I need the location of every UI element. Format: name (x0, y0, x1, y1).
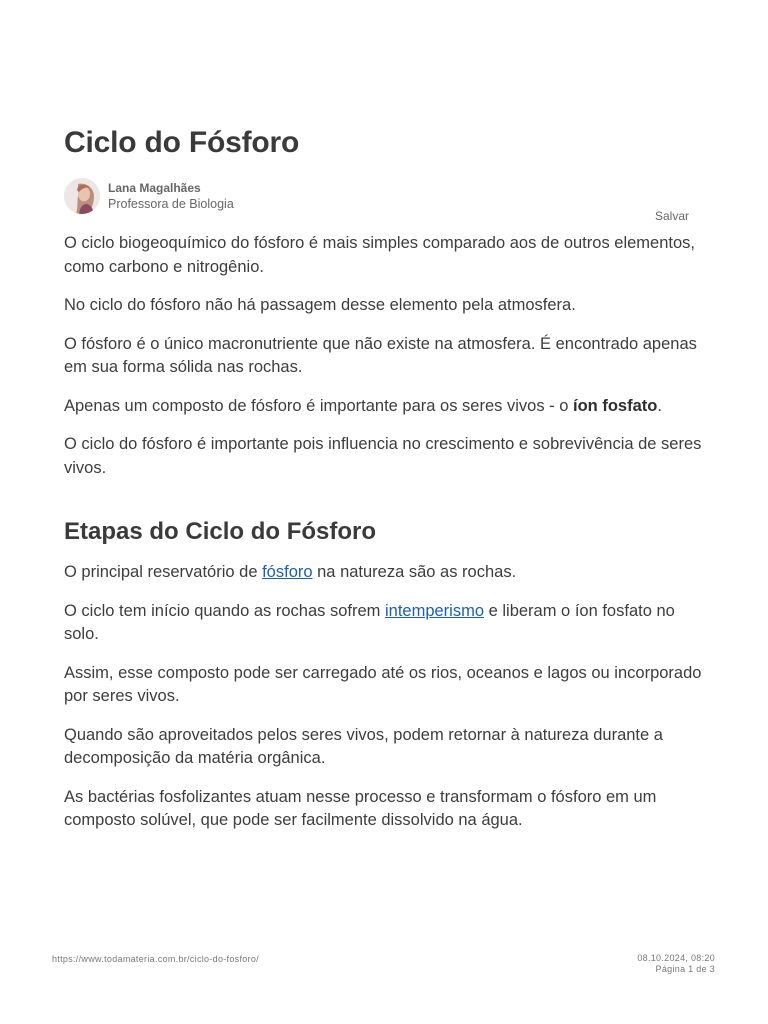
paragraph: As bactérias fosfolizantes atuam nesse processo e transformam o fósforo em um composto solúvel, que pode ser facilmente dissolvido na água. (64, 787, 657, 829)
footer-page-number: Página 1 de 3 (655, 964, 715, 974)
paragraph: O ciclo biogeoquímico do fósforo é mais simples comparado aos de outros elementos, como carbono e nitrogênio. (64, 234, 695, 276)
author-block (64, 178, 234, 214)
footer-url: https://www.todamateria.com.br/ciclo-do-fosforo/ (52, 954, 259, 964)
paragraph-text: e liberam o íon fosfato no solo. (64, 601, 675, 643)
page-title: Ciclo do Fósforo (64, 126, 300, 159)
paragraph: Assim, esse composto pode ser carregado até os rios, oceanos e lagos ou incorporado por seres vivos. (64, 663, 702, 705)
footer-meta (637, 953, 715, 975)
paragraph-text: na natureza são as rochas. (312, 563, 517, 581)
author-role: Professora de Biologia (108, 197, 234, 211)
paragraph-text: . (657, 396, 662, 415)
paragraph (64, 561, 708, 585)
paragraph: Quando são aproveitados pelos seres vivos, podem retornar à natureza durante a decomposição da matéria orgânica. (64, 725, 663, 767)
paragraph (64, 395, 708, 419)
bold-term: íon fosfato (573, 396, 658, 415)
paragraph (64, 600, 708, 647)
link-fosforo[interactable]: fósforo (262, 563, 313, 581)
author-avatar (64, 178, 100, 214)
footer-datetime: 08.10.2024, 08:20 (637, 953, 715, 963)
paragraph: O ciclo do fósforo é importante pois influencia no crescimento e sobrevivência de seres vivos. (64, 435, 702, 477)
paragraph-text: O ciclo tem início quando as rochas sofrem (64, 601, 385, 620)
article-body (64, 232, 708, 848)
author-photo-icon (64, 178, 100, 214)
save-button[interactable]: Salvar (655, 209, 690, 223)
paragraph: O fósforo é o único macronutriente que não existe na atmosfera. É encontrado apenas em sua forma sólida nas rochas. (64, 334, 697, 376)
paragraph-text: O principal reservatório de (64, 563, 263, 581)
author-name: Lana Magalhães (108, 181, 201, 195)
paragraph: No ciclo do fósforo não há passagem desse elemento pela atmosfera. (64, 296, 576, 314)
link-intemperismo[interactable]: intemperismo (384, 601, 485, 620)
paragraph-text: Apenas um composto de fósforo é importante para os seres vivos - o (64, 396, 574, 415)
section-title: Etapas do Ciclo do Fósforo (64, 518, 377, 545)
